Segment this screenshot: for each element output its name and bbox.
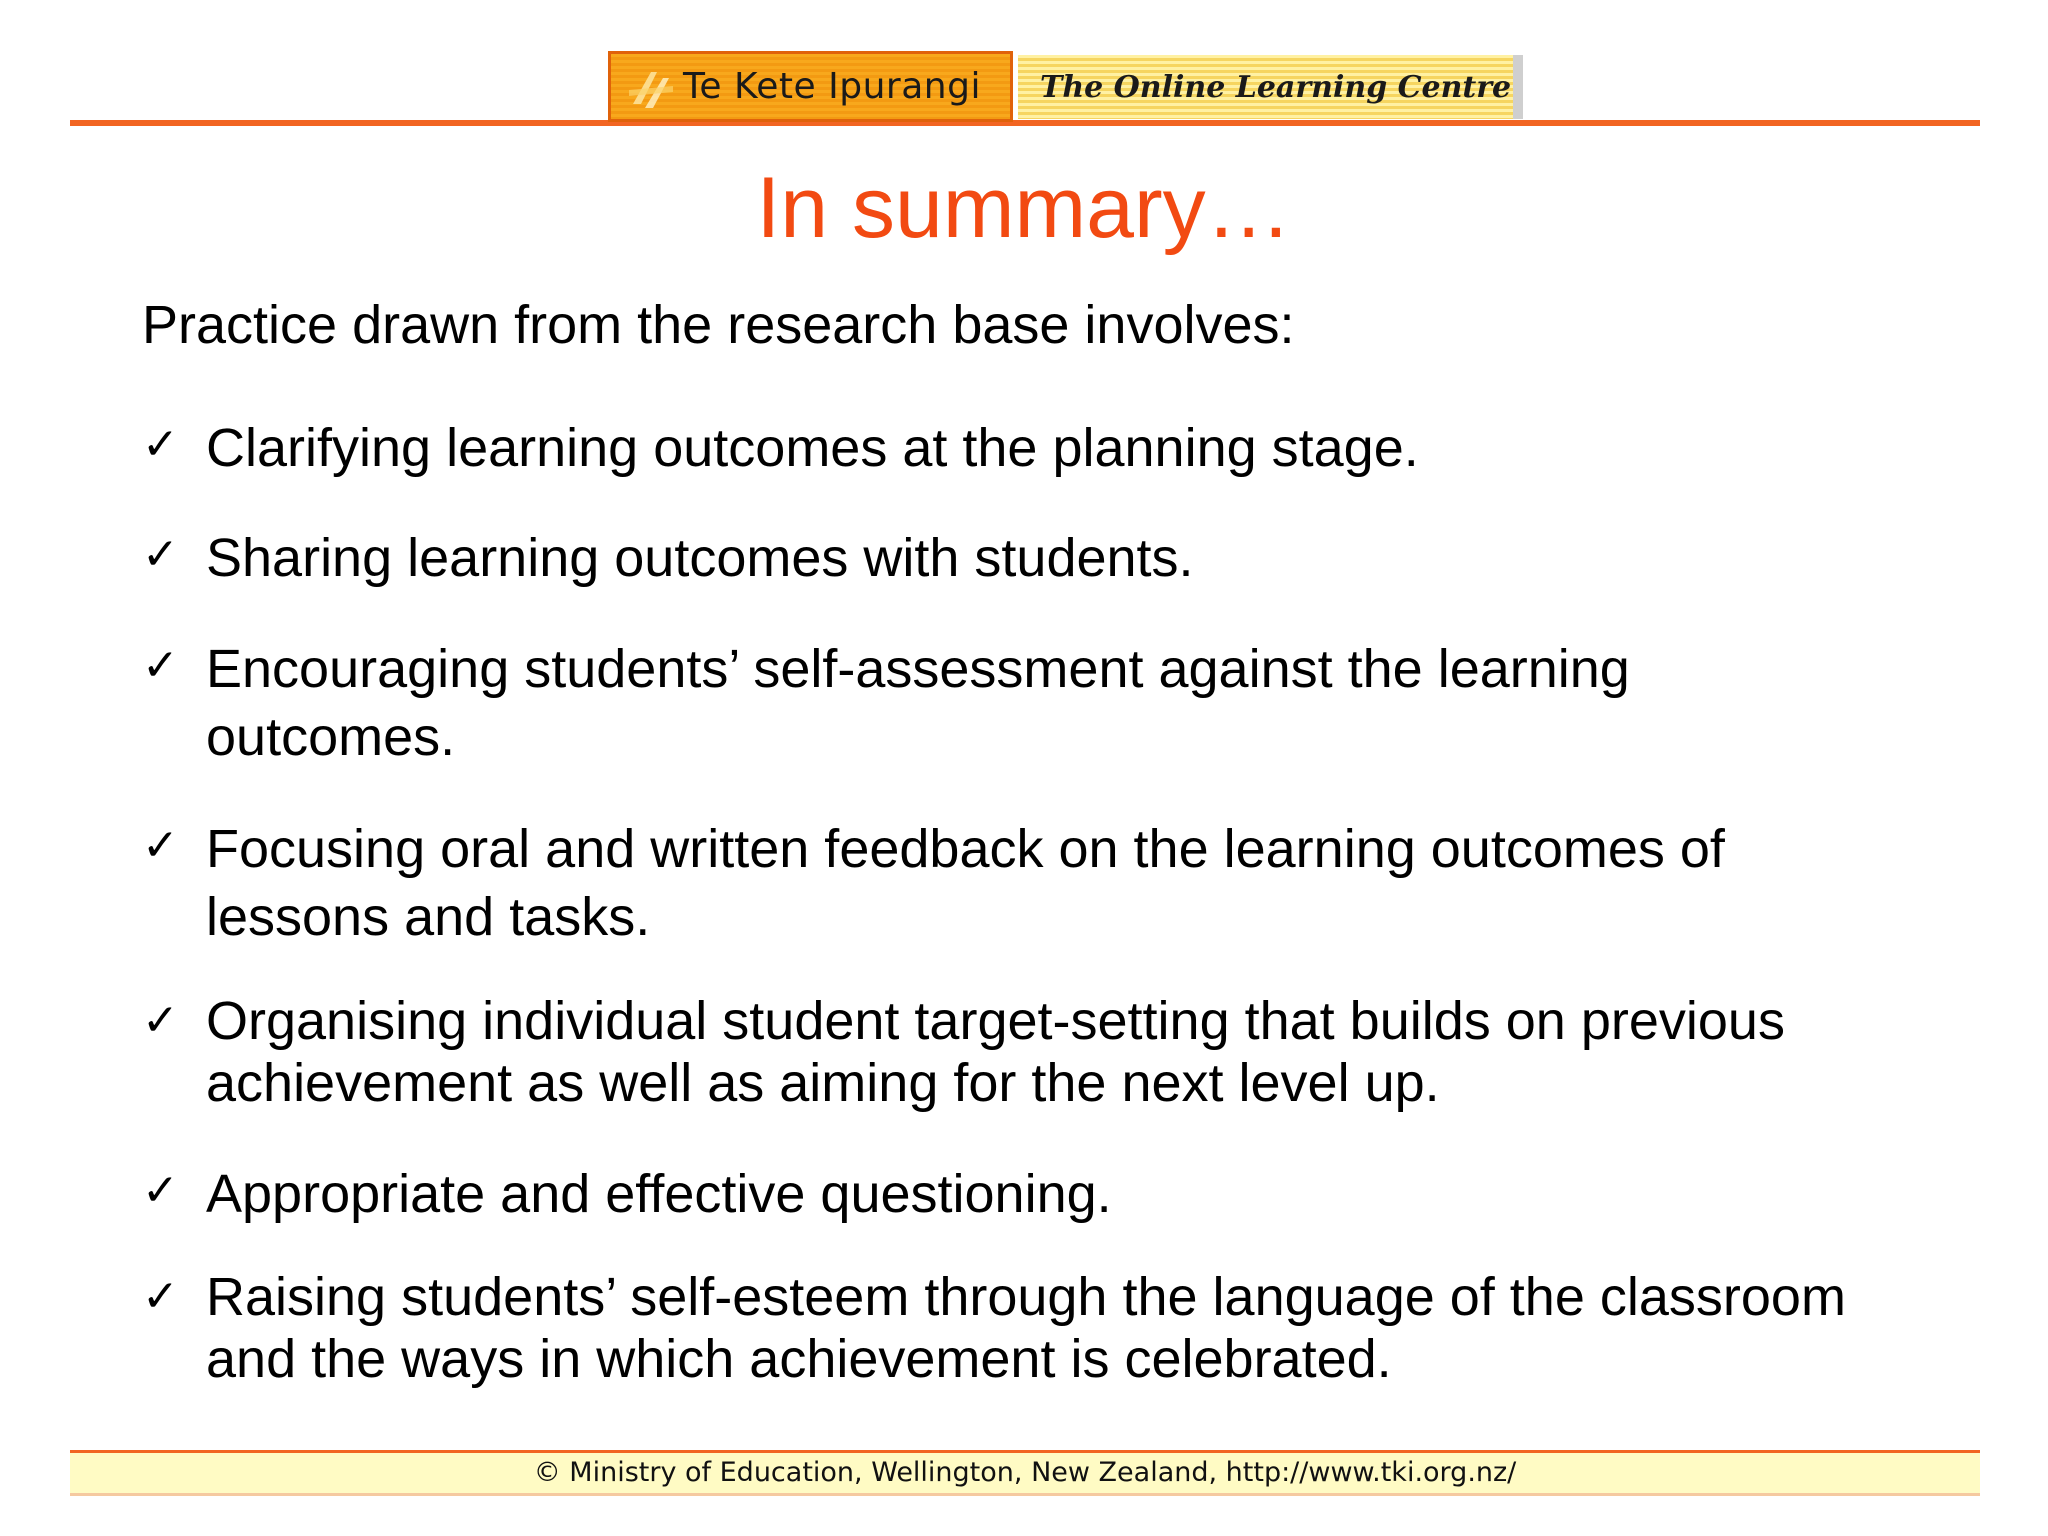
logo-name: Te Kete Ipurangi bbox=[683, 66, 981, 107]
bullet-text: Encouraging students’ self-assessment against the learning outcomes. bbox=[206, 639, 1630, 767]
copyright-footer: © Ministry of Education, Wellington, New Zealand, http://www.tki.org.nz/ bbox=[70, 1450, 1980, 1496]
bullet-text: Sharing learning outcomes with students. bbox=[206, 528, 1194, 588]
check-icon: ✓ bbox=[142, 995, 179, 1046]
logo-tagline-panel bbox=[1018, 55, 1523, 119]
check-icon: ✓ bbox=[142, 640, 179, 691]
bullet-text: Focusing oral and written feedback on the learning outcomes of lessons and tasks. bbox=[206, 819, 1725, 947]
bullet-item bbox=[142, 990, 1992, 1114]
intro-text: Practice drawn from the research base involves: bbox=[142, 295, 1295, 355]
tki-logo bbox=[608, 51, 1523, 122]
bullet-item bbox=[142, 1160, 1992, 1228]
bullet-item bbox=[142, 414, 1992, 482]
bullet-item bbox=[142, 524, 1992, 592]
bullet-text: Organising individual student target-setting that builds on previous achievement as well as aiming for the next level up. bbox=[206, 991, 1785, 1113]
check-icon: ✓ bbox=[142, 529, 179, 580]
kete-logo-mark-icon bbox=[625, 64, 677, 116]
check-icon: ✓ bbox=[142, 820, 179, 871]
bullet-item bbox=[142, 1266, 1992, 1390]
check-icon: ✓ bbox=[142, 1165, 179, 1216]
logo-tagline: The Online Learning Centre bbox=[1040, 69, 1512, 105]
bullet-item bbox=[142, 635, 1992, 771]
bullet-text: Appropriate and effective questioning. bbox=[206, 1164, 1112, 1224]
logo-name-panel bbox=[608, 51, 1013, 122]
check-icon: ✓ bbox=[142, 1271, 179, 1322]
check-icon: ✓ bbox=[142, 419, 179, 470]
slide-title: In summary… bbox=[756, 160, 1292, 256]
bullet-text: Clarifying learning outcomes at the planning stage. bbox=[206, 418, 1419, 478]
bullet-text: Raising students’ self-esteem through the language of the classroom and the ways in which achievement is celebrated. bbox=[206, 1267, 1846, 1389]
bullet-item bbox=[142, 815, 1992, 951]
